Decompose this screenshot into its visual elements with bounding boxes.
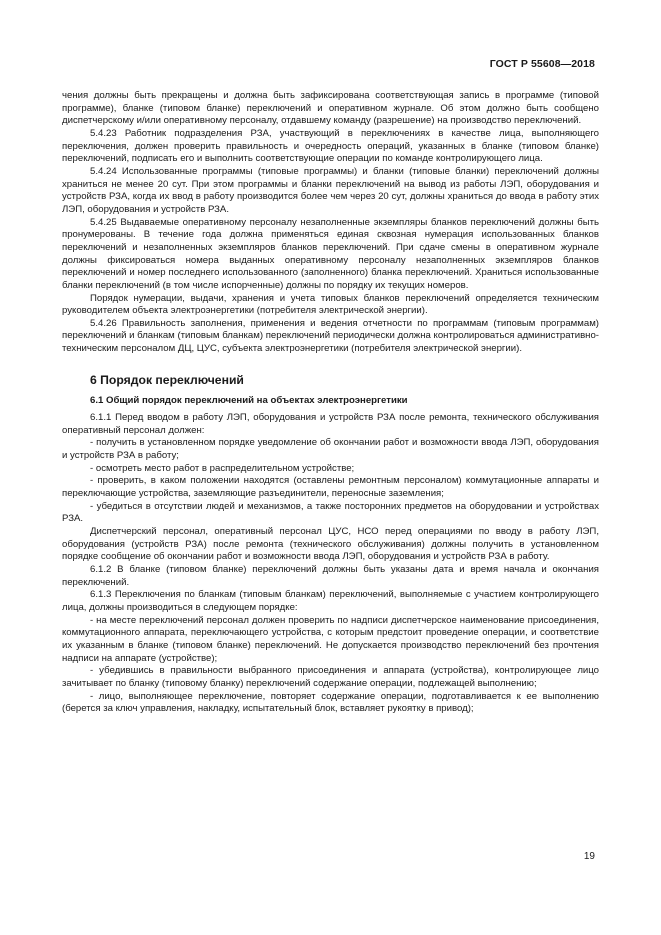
paragraph: 5.4.26 Правильность заполнения, применения и ведения отчетности по программам (типовым программам) переключений и бланкам (типовым бланкам) переключений периодически должна контролироваться административно-техническим персоналом ДЦ, ЦУС, субъекта электроэнергетики (потребителя электрической энергии). xyxy=(62,317,599,355)
paragraph: 5.4.24 Использованные программы (типовые программы) и бланки (типовые бланки) переключений должны храниться не менее 20 сут. При этом программы и бланки переключений на вывод из работы ЛЭП, оборудования и устройств РЗА, когда их ввод в работу производится более чем через 20 сут, должны храниться до ввода в работу этих ЛЭП, оборудования и устройств РЗА. xyxy=(62,165,599,215)
document-header: ГОСТ Р 55608—2018 xyxy=(489,58,595,70)
paragraph: Порядок нумерации, выдачи, хранения и учета типовых бланков переключений определяется техническим руководителем объекта электроэнергетики (потребителя электрической энергии). xyxy=(62,292,599,317)
paragraph: Диспетчерский персонал, оперативный персонал ЦУС, НСО перед операциями по вводу в работу ЛЭП, оборудования (устройств РЗА) после ремонта (технического обслуживания) должны получить в установленном порядке сообщение об окончании работ и возможности ввода ЛЭП, оборудования и устройств РЗА в работу. xyxy=(62,526,599,563)
paragraph: 5.4.23 Работник подразделения РЗА, участвующий в переключениях в качестве лица, выполняющего переключения, должен проверить правильность и очередность операций, указанных в бланке (типовом бланке) переключений, подписать его и выполнить соответствующие операции по команде контролирующего лица. xyxy=(62,127,599,165)
paragraph: 5.4.25 Выдаваемые оперативному персоналу незаполненные экземпляры бланков переключений должны быть пронумерованы. В течение года должна применяться единая сквозная нумерация использованных бланков переключений и незаполненных экземпляров бланков переключений. При сдаче смены в оперативном журнале должны фиксироваться номера выданных оперативному персоналу незаполненных экземпляров бланков переключений и номер последнего использованного (заполненного) бланка переключений. Храниться использованные бланки переключений (в том числе испорченные) должны по порядку их текущих номеров. xyxy=(62,216,599,291)
paragraph: - проверить, в каком положении находятся (оставлены ремонтным персоналом) коммутационные аппараты и переключающие устройства, заземляющие разъединители, переносные заземления; xyxy=(62,475,599,500)
section-title: 6 Порядок переключений xyxy=(90,372,244,387)
paragraph: - убедиться в отсутствии людей и механизмов, а также посторонних предметов на оборудовании и устройствах РЗА. xyxy=(62,500,599,525)
bottom-paragraphs xyxy=(62,412,599,716)
paragraph: - на месте переключений персонал должен проверить по надписи диспетчерское наименование присоединения, коммутационного аппарата, переключающего устройства, с которым предстоит проведение операции, и соответствие их указанным в бланке (типовом бланке) переключений. Не допускается производство переключений без прочтения надписи на аппарате (устройстве); xyxy=(62,614,599,664)
paragraph: - лицо, выполняющее переключение, повторяет содержание операции, подготавливается к ее выполнению (берется за ключ управления, накладку, испытательный блок, вставляет рукоятку в привод); xyxy=(62,690,599,715)
paragraph: - убедившись в правильности выбранного присоединения и аппарата (устройства), контролирующее лицо зачитывает по бланку (типовому бланку) переключений содержание операции, подлежащей выполнению; xyxy=(62,665,599,689)
paragraph: 6.1.2 В бланке (типовом бланке) переключений должны быть указаны дата и время начала и окончания переключений. xyxy=(62,563,599,588)
paragraph: чения должны быть прекращены и должна быть зафиксирована соответствующая запись в программе (типовой программе), бланке (типовом бланке) переключений и оперативном журнале. Об этом должно быть сообщено диспетчерскому и/или оперативному персоналу, отдавшему команду (разрешение) на производство переключений. xyxy=(62,90,599,127)
paragraph: - осмотреть место работ в распределительном устройстве; xyxy=(90,462,355,474)
paragraph: - получить в установленном порядке уведомление об окончании работ и возможности ввода ЛЭП, оборудования и устройств РЗА в работу; xyxy=(62,437,599,462)
paragraph: 6.1.1 Перед вводом в работу ЛЭП, оборудования и устройств РЗА после ремонта, технического обслуживания оперативный персонал должен: xyxy=(62,412,599,436)
top-paragraphs xyxy=(62,90,599,356)
page-number: 19 xyxy=(583,851,595,862)
paragraph: 6.1.3 Переключения по бланкам (типовым бланкам) переключений, выполняемые с участием контролирующего лица, должны производиться в следующем порядке: xyxy=(62,589,599,613)
subsection-title: 6.1 Общий порядок переключений на объектах электроэнергетики xyxy=(90,395,408,407)
document-body xyxy=(62,90,599,716)
